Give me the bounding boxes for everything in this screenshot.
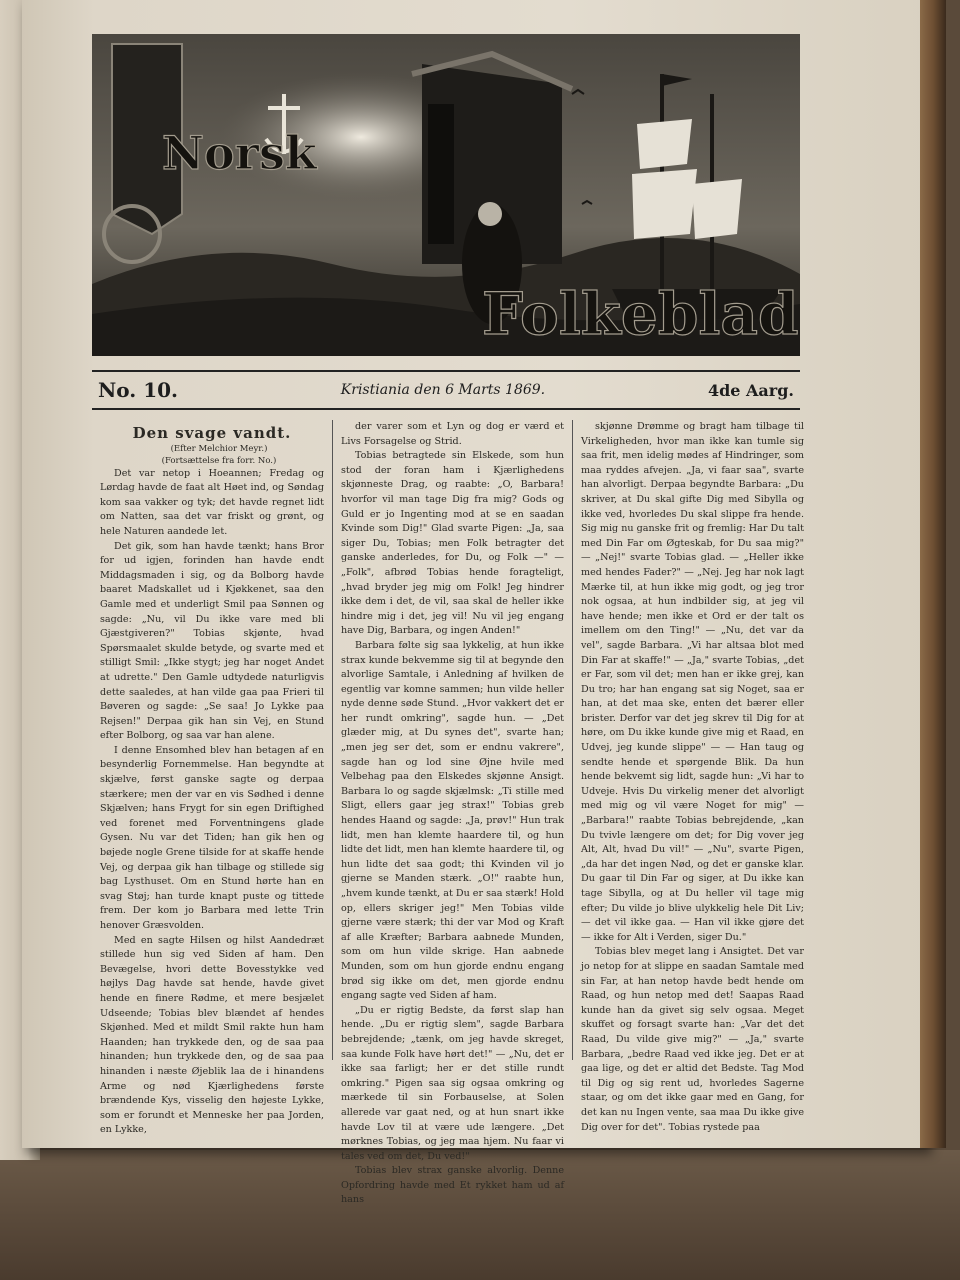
text-columns [92, 420, 812, 1206]
article-title: Den svage vandt. [132, 424, 292, 442]
column-1 [92, 420, 332, 1136]
column-1-paragraph: I denne Ensomhed blev han betagen af en besynderlig Fornemmelse. Han begyndte at skjælve, først ganske sagte og derpaa stærkere; men der var en vis Sødhed i denne Skjælven; hans Frygt for sin egen Driftighed ved forenet med Forventningens glade Gysen. Nu var det Tiden; han gik hen og bøjede nogle Grene tilside for at skaffe hende Vej, og derpaa gik han tilbage og stillede sig bag Lysthuset. Om en Stund hørte han en svag Støj; han turde knapt puste og tittede frem. Der kom jo Barbara med lette Trin henover Græsvolden. [100, 744, 324, 931]
masthead-engraving [92, 34, 800, 356]
issue-number: No. 10. [98, 378, 178, 402]
column-2-paragraph: „Du er rigtig Bedste, da først slap han hende. „Du er rigtig slem", sagde Barbara bebrejdende; „tænk, om jeg havde skreget, saa kunde Folk have hørt det!" — „Nu, det er ikke saa farligt; her er det stille rundt omkring." Pigen saa sig ogsaa omkring og mærkede til sin Forbauselse, at Solen allerede var gaat ned, og at hun snart ikke havde Lov til at være ude længere. „Det mørknes Tobias, og jeg maa hjem. Nu faar vi tales ved om det, Du ved!" [341, 1004, 564, 1162]
issue-line [92, 370, 800, 410]
column-3-paragraph: skjønne Drømme og bragt ham tilbage til Virkeligheden, hvor man ikke kan tumle sig saa frit, men idelig mødes af Hindringer, som maa ryddes afvejen. „Ja, vi faar saa", svarte han alvorligt. Derpaa begyndte Barbara: „Du skriver, at Du skal gifte Dig med Sibylla og ikke ved, hvorledes Du skal slippe fra hende. Sig mig nu ganske frit og fremlig: Har Du talt med Din Far om Øgteskab, for Du saa mig?" — „Nej!" svarte Tobias glad. — „Heller ikke med hendes Fader?" — „Nej. Jeg har nok lagt Mærke til, at hun ikke mig godt, og jeg tror nok ogsaa, at hun indbilder sig, at jeg vil have hende; men ikke et Ord er der talt os imellem om den Ting!" — „Nu, det var da vel", sagde Barbara. „Vi har altsaa blot med Din Far at skaffe!" — „Ja," svarte Tobias, „det er Far, som vil det; men han er ikke grej, kan Du tro; har han engang sat sig Noget, saa er han, at det maa ske, enten det bærer eller brister. Derfor var det jeg skrev til Dig for at høre, om Du ikke kunde give mig et Raad, en Udvej, jeg kunde slippe" — — Han taug og sendte hende et spørgende Blik. Da hun hende bekvemt sig lidt, sagde hun: „Vi har to Udveje. Hvis Du virkelig mener det alvorligt med mig og vil være Noget for mig" — „Barbara!" raabte Tobias bebrejdende, „kan Du tvivle længere om det; for Dig vover jeg Alt, Alt, hvad Du vil!" — „Nu", svarte Pigen, „da har det ingen Nød, og det er ganske klar. Du gaar til Din Far og siger, at Du ikke kan tage Sibylla, og at Du heller vil tage mig efter; Du vilde jo blive ulykkelig hele Dit Liv; — det vil ikke gaa. — Han vil ikke gjøre det — ikke for Alt i Verden, siger Du." [581, 421, 804, 943]
column-2 [332, 420, 572, 1206]
book-spine-edge [920, 0, 946, 1148]
column-3-paragraph: Tobias blev meget lang i Ansigtet. Det var jo netop for at slippe en saadan Samtale med sin Far, at han netop havde bedt hende om Raad, og hun netop med det! Saapas Raad kunde han da givet sig selv ogsaa. Meget skuffet og forsagt svarte han: „Var det det Raad, Du vilde give mig?" — „Ja," svarte Barbara, „bedre Raad ved ikke jeg. Det er at gaa lige, og det er altid det Bedste. Tag Mod til Dig og sig rent ud, hvorledes Sagerne staar, og om det ikke gaar med en Gang, for det kan nu Ingen vente, saa maa Du ikke give Dig over for det". Tobias rystede paa [581, 946, 804, 1133]
article-continuation: (Fortsættelse fra forr. No.) [161, 455, 277, 466]
column-2-paragraph: Barbara følte sig saa lykkelig, at hun ikke strax kunde bekvemme sig til at begynde den alvorlige Samtale, i Anledning af hvilken de egentlig var komne sammen; hun vilde heller nyde denne søde Stund. „Hvor vakkert det er her rundt omkring", sagde hun. — „Det glæder mig, at Du synes det", svarte han; „men jeg ser det, som er endnu vakrere", sagde han og lod sine Øjne hvile med Velbehag paa den Elskedes skjønne Ansigt. Barbara lo og sagde skjælmsk: „Ti stille med Sligt, ellers gaar jeg strax!" Tobias greb hendes Haand og sagde: „Ja, prøv!" Hun trak lidt, men han klemte haardere til, og hun lidte det lidt, men han klemte haardere til, og hun lidte det saa godt; thi Kvinden vil jo gjerne se Manden stærk. „O!" raabte hun, „hvem kunde tænkt, at Du er saa stærk! Hold op, ellers skriger jeg!" Men Tobias vilde gjerne være stærk; thi der var Mod og Kraft af alle Kræfter; Barbara aabnede Munden, som om hun vilde skrige. Han aabnede Munden, som om hun gjorde endnu engang brød sig ikke om det, men gjorde endnu engang sagte ved Siden af ham. [341, 639, 564, 1002]
column-3 [572, 420, 812, 1133]
masthead-illustration [92, 34, 800, 356]
column-2-paragraph: Tobias blev strax ganske alvorlig. Denne Opfordring havde med Et rykket ham ud af hans [341, 1165, 564, 1206]
issue-dateline: Kristiania den 6 Marts 1869. [340, 382, 546, 398]
column-1-paragraph: Det var netop i Hoeannen; Fredag og Lørdag havde de faat alt Høet ind, og Søndag kom saa vakker og tyk; det havde regnet lidt om Natten, saa det var friskt og grønt, og hele Naturen aandede let. [100, 467, 324, 537]
column-2-paragraph: Tobias betragtede sin Elskede, som hun stod der foran ham i Kjærlighedens skjønneste Drag, og raabte: „O, Barbara! hvorfor vil man tage Dig fra mig? Gods og Guld er jo Ingenting mod at se en saadan Kvinde som Dig!" Glad svarte Pigen: „Ja, saa siger Du, Tobias; men Folk betragter det ganske anderledes, for Du, og Folk —" — „Folk", afbrød Tobias hende foragteligt, „hvad bryder jeg mig om Folk! Jeg hindrer ikke dem i det, de vil, saa skal de heller ikke hindre mig i det, jeg vil! Nu vil jeg engang have Dig, Barbara, og ingen Anden!" [341, 450, 564, 637]
column-1-paragraph: Med en sagte Hilsen og hilst Aandedræt stillede hun sig ved Siden af ham. Den Bevægelse, hvori dette Bovesstykke ved højlys Dag havde sat hende, havde givet hende en finere Rødme, et mere besjælet Udseende; Tobias blev blændet af hendes Skjønhed. Med et mildt Smil rakte hun ham Haanden; han trykkede den, og de saa paa hinanden; hun trykkede den, og de saa paa hinanden i næste Øjeblik laa de i hinandens Arme og nød Kjærlighedens første brændende Kys, visselig den højeste Lykke, som er forundt et Menneske her paa Jorden, en Lykke, [100, 934, 324, 1136]
masthead-title-word2: Folkeblad [482, 280, 799, 348]
issue-volume: 4de Aarg. [707, 380, 794, 400]
article-source: (Efter Melchior Meyr.) [170, 443, 268, 454]
column-2-paragraph: der varer som et Lyn og dog er værd et Livs Forsagelse og Strid. [341, 421, 564, 447]
column-1-paragraph: Det gik, som han havde tænkt; hans Bror for ud igjen, forinden han havde endt Middagsmaden i sig, og da Bolborg havde baaret Madskallet ud i Kjøkkenet, saa den Gamle med et underligt Smil paa Sønnen og sagde: „Nu, vil Du ikke vare med bli Gjæstgiveren?" Tobias skjønte, hvad Spørsmaalet skulde betyde, og svarte med et stilligt Smil: „Ikke stygt; jeg har noget Andet at udrette." Den Gamle udtydede naturligvis dette saaledes, at han vilde gaa paa Frieri til Bøveren og sagde: „Se saa! Jo Lykke paa Rejsen!" Derpaa gik han sin Vej, en Stund efter Bolborg, og saa var han alene. [100, 540, 324, 742]
masthead-title-word1: Norsk [162, 126, 317, 180]
